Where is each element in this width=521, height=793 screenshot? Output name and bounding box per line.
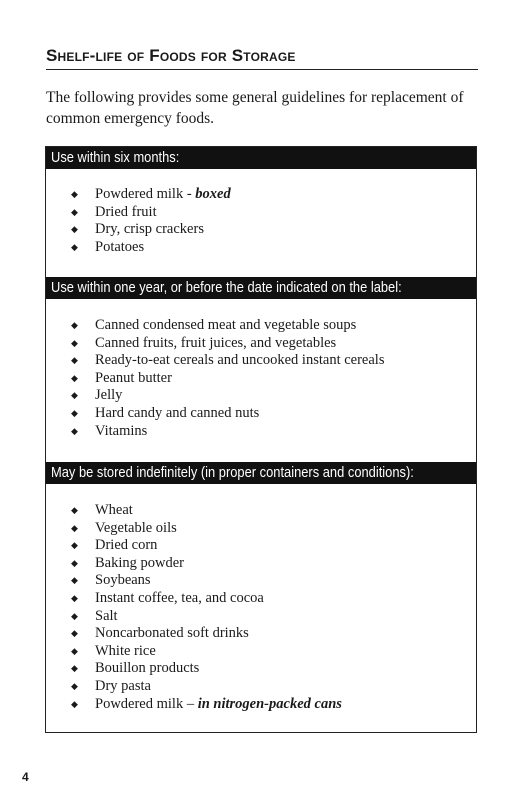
item-text: Potatoes (95, 238, 145, 255)
bullet-icon: ◆ (71, 522, 78, 533)
item-text: Ready-to-eat cereals and uncooked instant cereals (95, 352, 385, 369)
bullet-icon: ◆ (71, 407, 78, 418)
item-emphasis: in nitrogen-packed cans (197, 695, 342, 712)
list-item (46, 221, 231, 239)
list-item (46, 352, 384, 370)
item-emphasis: boxed (195, 186, 231, 202)
bullet-icon: ◆ (71, 628, 78, 639)
bullet-icon: ◆ (71, 355, 78, 366)
item-text: Salt (95, 607, 118, 624)
list-item (46, 555, 342, 573)
bullet-icon: ◆ (71, 540, 78, 551)
item-text: Instant coffee, tea, and cocoa (95, 589, 264, 606)
list-item (46, 608, 342, 626)
bullet-icon: ◆ (71, 320, 78, 330)
list-item (46, 643, 342, 661)
bullet-icon: ◆ (71, 337, 78, 348)
bullet-icon: ◆ (71, 680, 78, 691)
item-text: Canned condensed meat and vegetable soups (95, 317, 357, 333)
item-text: Dried fruit (95, 203, 157, 220)
bullet-icon: ◆ (71, 645, 78, 656)
list-item (46, 502, 342, 520)
bullet-icon: ◆ (71, 425, 78, 436)
item-text: Baking powder (95, 554, 184, 571)
list-item (46, 572, 342, 590)
list-item (46, 317, 384, 335)
list-item (46, 204, 231, 222)
item-text: Peanut butter (95, 369, 172, 386)
section-header-six-months: Use within six months: (46, 147, 476, 169)
item-text: Dry, crisp crackers (95, 221, 204, 238)
bullet-icon: ◆ (71, 557, 78, 568)
bullet-icon: ◆ (71, 505, 78, 515)
item-text: Vitamins (95, 422, 148, 439)
list-item (46, 239, 231, 257)
list-item (46, 423, 384, 441)
section-header-indefinitely: May be stored indefinitely (in proper containers and conditions): (46, 462, 476, 484)
page-number: 4 (22, 770, 29, 784)
page-title: Shelf-life of Foods for Storage (46, 46, 478, 70)
bullet-icon: ◆ (71, 592, 78, 603)
item-text: Wheat (95, 502, 133, 518)
item-text: White rice (95, 642, 156, 659)
item-text: Hard candy and canned nuts (95, 404, 260, 421)
item-text: Bouillon products (95, 660, 200, 677)
item-text: Jelly (95, 387, 123, 404)
item-text: Powdered milk – (95, 695, 198, 712)
bullet-icon: ◆ (71, 372, 78, 383)
list-one-year (46, 317, 384, 440)
item-text: Dry pasta (95, 677, 151, 694)
list-item (46, 405, 384, 423)
bullet-icon: ◆ (71, 224, 78, 235)
list-item (46, 370, 384, 388)
list-item (46, 590, 342, 608)
list-item (46, 335, 384, 353)
item-text: Vegetable oils (95, 519, 177, 536)
list-item (46, 696, 342, 714)
list-item (46, 520, 342, 538)
food-shelf-life-box (45, 146, 477, 733)
list-item (46, 678, 342, 696)
bullet-icon: ◆ (71, 241, 78, 252)
item-text: Dried corn (95, 537, 158, 554)
list-item (46, 537, 342, 555)
list-indefinitely (46, 502, 342, 713)
item-text: Canned fruits, fruit juices, and vegetables (95, 334, 337, 351)
bullet-icon: ◆ (71, 390, 78, 401)
list-item (46, 625, 342, 643)
bullet-icon: ◆ (71, 698, 78, 709)
list-item (46, 186, 231, 204)
section-header-one-year: Use within one year, or before the date indicated on the label: (46, 277, 476, 299)
item-text: Soybeans (95, 572, 151, 589)
item-text: Noncarbonated soft drinks (95, 625, 249, 642)
bullet-icon: ◆ (71, 610, 78, 621)
bullet-icon: ◆ (71, 189, 78, 199)
list-item (46, 660, 342, 678)
bullet-icon: ◆ (71, 575, 78, 586)
bullet-icon: ◆ (71, 206, 78, 217)
intro-paragraph: The following provides some general guidelines for replacement of common emergency foods. (46, 89, 464, 127)
item-text: Powdered milk - (95, 186, 196, 202)
list-item (46, 387, 384, 405)
bullet-icon: ◆ (71, 663, 78, 674)
list-six-months (46, 186, 231, 256)
